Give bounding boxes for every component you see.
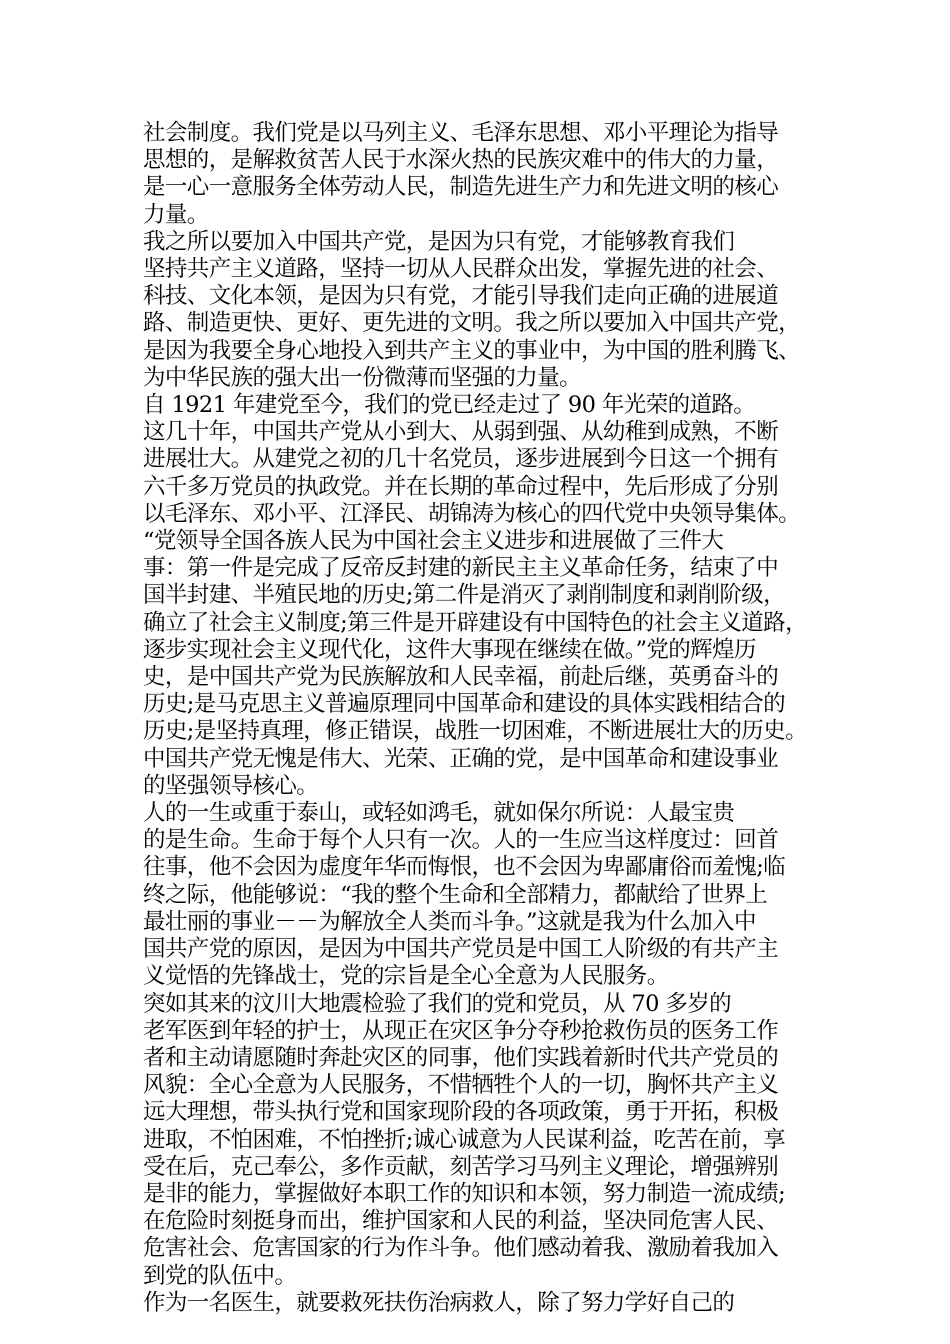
paragraph-3: 自 1921 年建党至今，我们的党已经走过了 90 年光荣的道路。 这几十年，中国共产党从小到大、从弱到强、从幼稚到成熟，不断 进展壮大。从建党之初的几十名党员，逐步进展到今日这一个拥有 六千多万党员的执政党。并在长期的革命过程中，先后形成了分别 以毛泽东、邓小平、江泽民、胡锦涛为核心的四代党中央领导集体。 <box>143 392 801 527</box>
paragraph-1: 社会制度。我们党是以马列主义、毛泽东思想、邓小平理论为指导 思想的，是解救贫苦人民于水深火热的民族灾难中的伟大的力量， 是一心一意服务全体劳动人民，制造先进生产力和先进文明的核心 力量。 <box>143 120 779 228</box>
paragraph-5: 人的一生或重于泰山，或轻如鸿毛，就如保尔所说：人最宝贵 的是生命。生命于每个人只有一次。人的一生应当这样度过：回首 往事，他不会因为虚度年华而悔恨，也不会因为卑鄙庸俗而羞愧;临 终之际，他能够说：“我的整个生命和全部精力，都献给了世界上 最壮丽的事业－－为解放全人类而斗争。”这就是我为什么加入中 国共产党的原因，是因为中国共产党员是中国工人阶级的有共产主 义觉悟的先锋战士，党的宗旨是全心全意为人民服务。 <box>143 800 786 990</box>
paragraph-7: 作为一名医生，就要救死扶伤治病救人，除了努力学好自己的 <box>143 1289 735 1316</box>
paragraph-4: “党领导全国各族人民为中国社会主义进步和进展做了三件大 事：第一件是完成了反帝反封建的新民主主义革命任务，结束了中 国半封建、半殖民地的历史;第二件是消灭了剥削制度和剥削阶级， 确立了社会主义制度;第三件是开辟建设有中国特色的社会主义道路， 逐步实现社会主义现代化，这件大事现在继续在做。”党的辉煌历 史，是中国共产党为民族解放和人民幸福，前赴后继，英勇奋斗的 历史;是马克思主义普遍原理同中国革命和建设的具体实践相结合的 历史;是坚持真理，修正错误，战胜一切困难，不断进展壮大的历史。 中国共产党无愧是伟大、光荣、正确的党，是中国革命和建设事业 的坚强领导核心。 <box>143 528 807 799</box>
paragraph-2: 我之所以要加入中国共产党，是因为只有党，才能够教育我们 坚持共产主义道路，坚持一切从人民群众出发，掌握先进的社会、 科技、文化本领，是因为只有党，才能引导我们走向正确的进展道 路、制造更快、更好、更先进的文明。我之所以要加入中国共产党， 是因为我要全身心地投入到共产主义的事业中，为中国的胜利腾飞、 为中华民族的强大出一份微薄而坚强的力量。 <box>143 228 801 391</box>
document-body <box>143 120 811 1317</box>
paragraph-6: 突如其来的汶川大地震检验了我们的党和党员，从 70 多岁的 老军医到年轻的护士，从现正在灾区争分夺秒抢救伤员的医务工作 者和主动请愿随时奔赴灾区的同事，他们实践着新时代共产党员的 风貌：全心全意为人民服务，不惜牺牲个人的一切，胸怀共产主义 远大理想，带头执行党和国家现阶段的各项政策，勇于开拓，积极 进取，不怕困难，不怕挫折;诚心诚意为人民谋利益，吃苦在前，享 受在后，克己奉公，多作贡献，刻苦学习马列主义理论，增强辨别 是非的能力，掌握做好本职工作的知识和本领，努力制造一流成绩; 在危险时刻挺身而出，维护国家和人民的利益，坚决同危害人民、 危害社会、危害国家的行为作斗争。他们感动着我、激励着我加入 到党的队伍中。 <box>143 990 786 1289</box>
